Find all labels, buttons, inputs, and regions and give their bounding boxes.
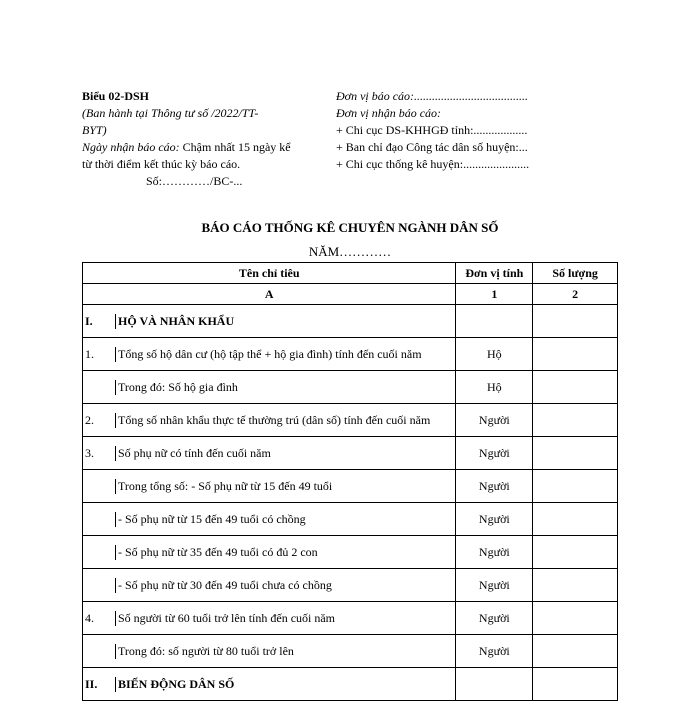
indicator-text: Trong đó: số người từ 80 tuổi trở lên (118, 643, 294, 658)
indicator-cell (83, 404, 456, 437)
recipient-2: + Ban chỉ đạo Công tác dân số huyện:... (336, 140, 528, 154)
indicator-cell-inner (85, 545, 453, 560)
indicator-cell (83, 635, 456, 668)
unit-cell: Người (456, 602, 533, 635)
indicator-cell (83, 569, 456, 602)
header-name: Tên chỉ tiêu (83, 263, 456, 284)
table-row (83, 503, 618, 536)
unit-cell (456, 668, 533, 701)
unit-cell: Hộ (456, 338, 533, 371)
row-number (85, 479, 116, 494)
table-row (83, 569, 618, 602)
unit-cell: Người (456, 569, 533, 602)
report-table (82, 262, 618, 701)
header-unit: Đơn vị tính (456, 263, 533, 284)
reporting-unit: Đơn vị báo cáo:...................................... (336, 89, 529, 103)
unit-cell: Người (456, 437, 533, 470)
report-number: Số:…………/BC-... (146, 174, 243, 188)
indicator-cell (83, 536, 456, 569)
receive-label: Ngày nhận báo cáo: (82, 140, 180, 154)
receiving-unit-label: Đơn vị nhận báo cáo: (336, 106, 442, 120)
section-row (83, 305, 618, 338)
form-code: Biểu 02-DSH (82, 89, 150, 103)
col-index-qty: 2 (533, 284, 618, 305)
quantity-cell[interactable] (533, 569, 618, 602)
row-number: 1. (85, 347, 116, 362)
table-row (83, 437, 618, 470)
indicator-cell-inner (85, 446, 453, 461)
indicator-text: - Số phụ nữ từ 30 đến 49 tuổi chưa có chồng (118, 577, 332, 592)
issued-line-2: BYT) (82, 123, 107, 137)
quantity-cell[interactable] (533, 371, 618, 404)
indicator-cell (83, 437, 456, 470)
quantity-cell[interactable] (533, 338, 618, 371)
indicator-text: HỘ VÀ NHÂN KHẨU (118, 313, 235, 328)
indicator-cell-inner (85, 578, 453, 593)
quantity-cell[interactable] (533, 470, 618, 503)
unit-cell: Người (456, 503, 533, 536)
indicator-text: Trong đó: Số hộ gia đình (118, 379, 238, 394)
header-left (82, 88, 332, 173)
report-title: BÁO CÁO THỐNG KÊ CHUYÊN NGÀNH DÂN SỐ (201, 220, 499, 235)
quantity-cell[interactable] (533, 437, 618, 470)
table-row (83, 371, 618, 404)
header-right (336, 88, 566, 173)
recipient-3: + Chi cục thống kê huyện:...................... (336, 157, 530, 171)
receive-text-2: từ thời điểm kết thúc kỳ báo cáo. (82, 157, 241, 171)
indicator-text: Tổng số hộ dân cư (hộ tập thể + hộ gia đình) tính đến cuối năm (118, 346, 422, 361)
unit-cell: Người (456, 404, 533, 437)
row-number: 3. (85, 446, 116, 461)
report-year: NĂM………… (308, 244, 392, 259)
table-row (83, 536, 618, 569)
indicator-cell (83, 470, 456, 503)
row-number (85, 545, 116, 560)
row-number: 4. (85, 611, 116, 626)
quantity-cell[interactable] (533, 536, 618, 569)
indicator-cell-inner (85, 347, 453, 362)
unit-cell (456, 305, 533, 338)
indicator-cell (83, 503, 456, 536)
indicator-cell (83, 371, 456, 404)
column-index-row (83, 284, 618, 305)
unit-cell: Người (456, 470, 533, 503)
indicator-cell (83, 602, 456, 635)
header-qty: Số lượng (533, 263, 618, 284)
indicator-text: Số người từ 60 tuổi trở lên tính đến cuối năm (118, 610, 336, 625)
indicator-text: Số phụ nữ có tính đến cuối năm (118, 445, 271, 460)
indicator-text: - Số phụ nữ từ 15 đến 49 tuổi có chồng (118, 511, 306, 526)
col-index-name: A (83, 284, 456, 305)
table-header-row (83, 263, 618, 284)
table-row (83, 404, 618, 437)
quantity-cell[interactable] (533, 635, 618, 668)
row-number (85, 578, 116, 593)
quantity-cell[interactable] (533, 668, 618, 701)
row-number: I. (85, 314, 116, 329)
indicator-cell-inner (85, 677, 453, 692)
row-number: 2. (85, 413, 116, 428)
indicator-text: Tổng số nhân khẩu thực tế thường trú (dân số) tính đến cuối năm (118, 412, 431, 427)
indicator-text: Trong tổng số: - Số phụ nữ từ 15 đến 49 tuổi (118, 478, 333, 493)
indicator-cell-inner (85, 380, 453, 395)
table-row (83, 338, 618, 371)
quantity-cell[interactable] (533, 503, 618, 536)
receive-text-1: Chậm nhất 15 ngày kể (179, 140, 291, 154)
receive-date-line (82, 139, 332, 156)
issued-line-1: (Ban hành tại Thông tư số /2022/TT- (82, 106, 259, 120)
row-number (85, 380, 116, 395)
quantity-cell[interactable] (533, 305, 618, 338)
indicator-text: BIẾN ĐỘNG DÂN SỐ (118, 676, 235, 691)
indicator-cell (83, 338, 456, 371)
quantity-cell[interactable] (533, 602, 618, 635)
section-row (83, 668, 618, 701)
row-number: II. (85, 677, 116, 692)
indicator-cell (83, 305, 456, 338)
recipient-1: + Chi cục DS-KHHGĐ tỉnh:.................. (336, 123, 528, 137)
indicator-cell-inner (85, 314, 453, 329)
indicator-text: - Số phụ nữ từ 35 đến 49 tuổi có đủ 2 con (118, 544, 318, 559)
unit-cell: Người (456, 635, 533, 668)
indicator-cell-inner (85, 644, 453, 659)
quantity-cell[interactable] (533, 404, 618, 437)
indicator-cell-inner (85, 611, 453, 626)
row-number (85, 644, 116, 659)
table-row (83, 470, 618, 503)
col-index-unit: 1 (456, 284, 533, 305)
unit-cell: Người (456, 536, 533, 569)
indicator-cell-inner (85, 512, 453, 527)
indicator-cell (83, 668, 456, 701)
row-number (85, 512, 116, 527)
table-row (83, 602, 618, 635)
table-row (83, 635, 618, 668)
unit-cell: Hộ (456, 371, 533, 404)
indicator-cell-inner (85, 479, 453, 494)
indicator-cell-inner (85, 413, 453, 428)
